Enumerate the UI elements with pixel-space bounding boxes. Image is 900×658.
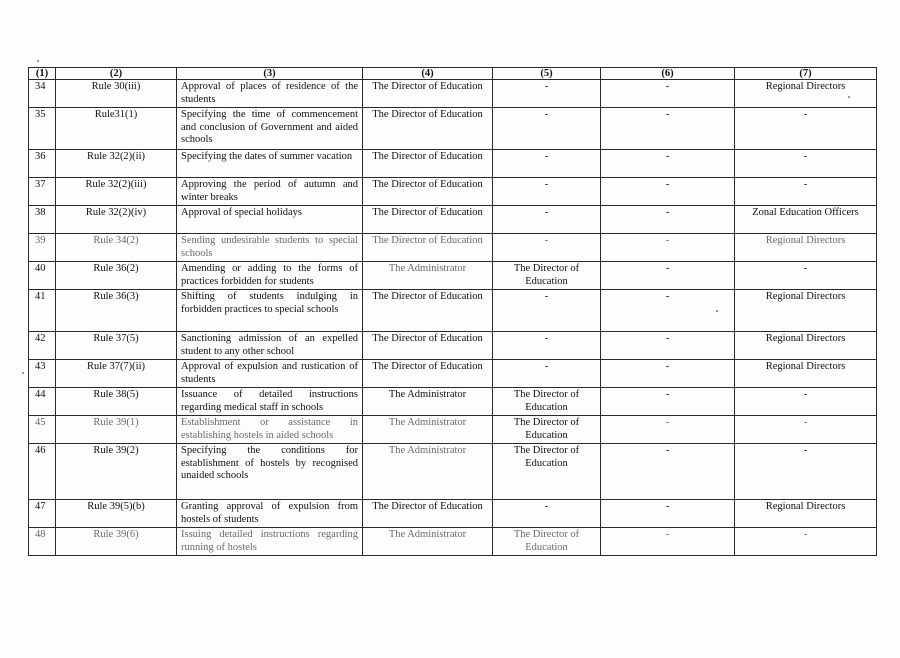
table-row bbox=[29, 150, 877, 178]
authority-col6: - bbox=[601, 206, 735, 234]
authority-col4: The Administrator bbox=[363, 528, 493, 556]
authority-col7: - bbox=[735, 178, 877, 206]
delegation-table bbox=[28, 67, 877, 556]
authority-col5: - bbox=[493, 332, 601, 360]
authority-col5: - bbox=[493, 360, 601, 388]
authority-col4: The Administrator bbox=[363, 416, 493, 444]
authority-col4: The Administrator bbox=[363, 262, 493, 290]
authority-col6: - bbox=[601, 108, 735, 150]
authority-col7: Regional Directors bbox=[735, 290, 877, 332]
authority-col7: Zonal Education Officers bbox=[735, 206, 877, 234]
matter-text: Sanctioning admission of an expelled student to any other school bbox=[177, 332, 363, 360]
authority-col7: - bbox=[735, 528, 877, 556]
authority-col5: - bbox=[493, 178, 601, 206]
rule-ref: Rule 37(7)(ii) bbox=[56, 360, 177, 388]
table-row bbox=[29, 416, 877, 444]
col-header-2: (2) bbox=[56, 68, 177, 80]
authority-col5: - bbox=[493, 290, 601, 332]
table-row bbox=[29, 388, 877, 416]
rule-ref: Rule 38(5) bbox=[56, 388, 177, 416]
authority-col7: Regional Directors bbox=[735, 234, 877, 262]
authority-col5: The Director of Education bbox=[493, 388, 601, 416]
authority-col7: Regional Directors bbox=[735, 80, 877, 108]
serial-no: 46 bbox=[29, 444, 56, 500]
authority-col7: Regional Directors bbox=[735, 332, 877, 360]
matter-text: Approving the period of autumn and winter breaks bbox=[177, 178, 363, 206]
authority-col6: - bbox=[601, 178, 735, 206]
table-row bbox=[29, 80, 877, 108]
matter-text: Approval of expulsion and rustication of students bbox=[177, 360, 363, 388]
matter-text: Issuing detailed instructions regarding running of hostels bbox=[177, 528, 363, 556]
authority-col5: The Director of Education bbox=[493, 416, 601, 444]
authority-col7: Regional Directors bbox=[735, 360, 877, 388]
scan-speck bbox=[848, 96, 850, 98]
scan-speck bbox=[37, 60, 39, 62]
matter-text: Shifting of students indulging in forbidden practices to special schools bbox=[177, 290, 363, 332]
col-header-1: (1) bbox=[29, 68, 56, 80]
table-row bbox=[29, 234, 877, 262]
matter-text: Sending undesirable students to special schools bbox=[177, 234, 363, 262]
matter-text: Approval of special holidays bbox=[177, 206, 363, 234]
authority-col6: - bbox=[601, 528, 735, 556]
matter-text: Granting approval of expulsion from hostels of students bbox=[177, 500, 363, 528]
rule-ref: Rule 39(1) bbox=[56, 416, 177, 444]
col-header-3: (3) bbox=[177, 68, 363, 80]
authority-col6: - bbox=[601, 150, 735, 178]
table-row bbox=[29, 178, 877, 206]
authority-col6: - bbox=[601, 500, 735, 528]
rule-ref: Rule 39(6) bbox=[56, 528, 177, 556]
authority-col4: The Administrator bbox=[363, 388, 493, 416]
serial-no: 36 bbox=[29, 150, 56, 178]
authority-col5: - bbox=[493, 234, 601, 262]
col-header-7: (7) bbox=[735, 68, 877, 80]
serial-no: 34 bbox=[29, 80, 56, 108]
authority-col4: The Director of Education bbox=[363, 500, 493, 528]
serial-no: 44 bbox=[29, 388, 56, 416]
authority-col5: - bbox=[493, 206, 601, 234]
rule-ref: Rule 34(2) bbox=[56, 234, 177, 262]
authority-col5: - bbox=[493, 80, 601, 108]
authority-col4: The Director of Education bbox=[363, 206, 493, 234]
table-row bbox=[29, 360, 877, 388]
serial-no: 38 bbox=[29, 206, 56, 234]
authority-col4: The Director of Education bbox=[363, 178, 493, 206]
table-row bbox=[29, 332, 877, 360]
serial-no: 35 bbox=[29, 108, 56, 150]
serial-no: 37 bbox=[29, 178, 56, 206]
rule-ref: Rule 37(5) bbox=[56, 332, 177, 360]
rule-ref: Rule 32(2)(iii) bbox=[56, 178, 177, 206]
table-row bbox=[29, 528, 877, 556]
matter-text: Amending or adding to the forms of practices forbidden for students bbox=[177, 262, 363, 290]
table-row bbox=[29, 206, 877, 234]
col-header-4: (4) bbox=[363, 68, 493, 80]
authority-col6: - bbox=[601, 234, 735, 262]
serial-no: 42 bbox=[29, 332, 56, 360]
table-row bbox=[29, 262, 877, 290]
authority-col7: - bbox=[735, 150, 877, 178]
rule-ref: Rule 32(2)(iv) bbox=[56, 206, 177, 234]
rule-ref: Rule 36(3) bbox=[56, 290, 177, 332]
authority-col7: - bbox=[735, 262, 877, 290]
authority-col7: Regional Directors bbox=[735, 500, 877, 528]
rule-ref: Rule 36(2) bbox=[56, 262, 177, 290]
authority-col4: The Director of Education bbox=[363, 80, 493, 108]
table-row bbox=[29, 108, 877, 150]
authority-col4: The Director of Education bbox=[363, 108, 493, 150]
authority-col4: The Director of Education bbox=[363, 332, 493, 360]
matter-text: Establishment or assistance in establishing hostels in aided schools bbox=[177, 416, 363, 444]
authority-col6: - bbox=[601, 290, 735, 332]
table-row bbox=[29, 290, 877, 332]
authority-col5: The Director of Education bbox=[493, 528, 601, 556]
authority-col5: The Director of Education bbox=[493, 262, 601, 290]
serial-no: 40 bbox=[29, 262, 56, 290]
matter-text: Issuance of detailed instructions regarding medical staff in schools bbox=[177, 388, 363, 416]
rule-ref: Rule 30(iii) bbox=[56, 80, 177, 108]
header-row bbox=[29, 68, 877, 80]
authority-col7: - bbox=[735, 108, 877, 150]
authority-col4: The Director of Education bbox=[363, 150, 493, 178]
matter-text: Approval of places of residence of the students bbox=[177, 80, 363, 108]
rule-ref: Rule 39(2) bbox=[56, 444, 177, 500]
authority-col7: - bbox=[735, 444, 877, 500]
authority-col6: - bbox=[601, 388, 735, 416]
table-row bbox=[29, 500, 877, 528]
authority-col4: The Director of Education bbox=[363, 360, 493, 388]
col-header-5: (5) bbox=[493, 68, 601, 80]
authority-col6: - bbox=[601, 360, 735, 388]
authority-col4: The Director of Education bbox=[363, 290, 493, 332]
authority-col7: - bbox=[735, 416, 877, 444]
authority-col6: - bbox=[601, 80, 735, 108]
serial-no: 45 bbox=[29, 416, 56, 444]
authority-col7: - bbox=[735, 388, 877, 416]
matter-text: Specifying the time of commencement and conclusion of Government and aided schools bbox=[177, 108, 363, 150]
authority-col6: - bbox=[601, 262, 735, 290]
rule-ref: Rule31(1) bbox=[56, 108, 177, 150]
scan-speck bbox=[716, 310, 718, 312]
serial-no: 47 bbox=[29, 500, 56, 528]
authority-col6: - bbox=[601, 444, 735, 500]
authority-col6: - bbox=[601, 416, 735, 444]
authority-col5: - bbox=[493, 108, 601, 150]
authority-col5: - bbox=[493, 500, 601, 528]
authority-col4: The Administrator bbox=[363, 444, 493, 500]
authority-col4: The Director of Education bbox=[363, 234, 493, 262]
serial-no: 48 bbox=[29, 528, 56, 556]
serial-no: 39 bbox=[29, 234, 56, 262]
authority-col5: The Director of Education bbox=[493, 444, 601, 500]
serial-no: 41 bbox=[29, 290, 56, 332]
authority-col6: - bbox=[601, 332, 735, 360]
serial-no: 43 bbox=[29, 360, 56, 388]
authority-col5: - bbox=[493, 150, 601, 178]
rule-ref: Rule 32(2)(ii) bbox=[56, 150, 177, 178]
table-row bbox=[29, 444, 877, 500]
scan-speck bbox=[22, 372, 24, 374]
matter-text: Specifying the conditions for establishment of hostels by recognised unaided schools bbox=[177, 444, 363, 500]
col-header-6: (6) bbox=[601, 68, 735, 80]
matter-text: Specifying the dates of summer vacation bbox=[177, 150, 363, 178]
rule-ref: Rule 39(5)(b) bbox=[56, 500, 177, 528]
